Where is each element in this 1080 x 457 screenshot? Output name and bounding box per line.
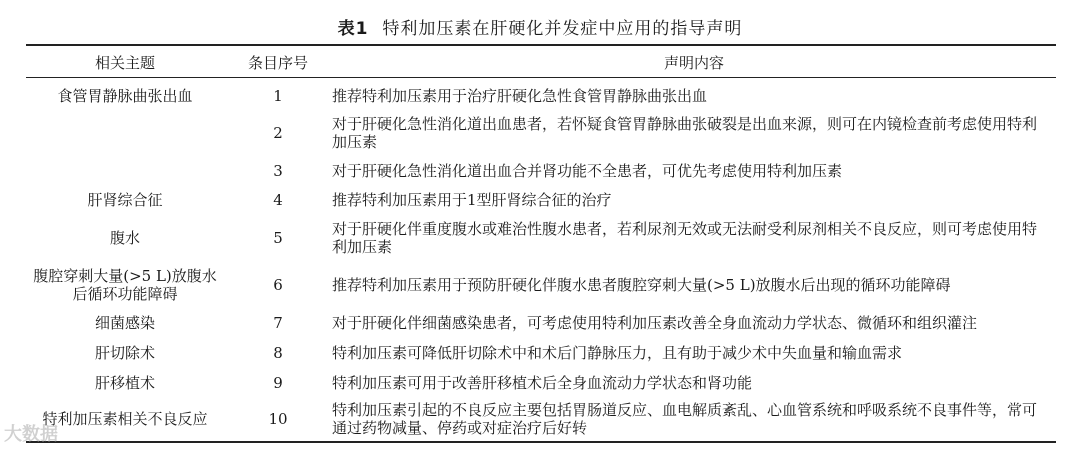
header-item-number: 条目序号 [247,54,308,72]
row-topic: 腹腔穿刺大量(>5 L)放腹水后循环功能障碍 [33,267,217,303]
row-number: 9 [273,374,283,392]
row-statement: 推荐特利加压素用于治疗肝硬化急性食管胃静脉曲张出血 [332,87,708,105]
table-row [26,110,1056,156]
row-number: 4 [273,191,283,209]
row-statement: 对于肝硬化伴细菌感染患者，可考虑使用特利加压素改善全身血流动力学状态、微循环和组织灌注 [332,314,978,332]
row-topic: 腹水 [109,229,140,247]
row-number: 8 [273,344,283,362]
row-number: 3 [273,162,283,180]
row-statement: 特利加压素可用于改善肝移植术后全身血流动力学状态和肾功能 [332,374,753,392]
table-row [26,368,1056,398]
table-title: 特利加压素在肝硬化并发症中应用的指导声明 [382,19,743,39]
table-row [26,186,1056,214]
row-topic: 细菌感染 [94,314,155,332]
row-statement: 特利加压素可降低肝切除术中和术后门静脉压力，且有助于减少术中失血量和输血需求 [332,344,903,362]
table-row [26,262,1056,308]
row-number: 7 [273,314,283,332]
table-row [26,398,1056,440]
row-statement: 特利加压素引起的不良反应主要包括胃肠道反应、血电解质紊乱、心血管系统和呼吸系统不良事件等，常可通过药物减量、停药或对症治疗后好转 [332,401,1038,437]
watermark: 大数据 [4,424,58,445]
row-topic: 肝切除术 [94,344,155,362]
row-number: 2 [273,124,283,142]
header-topic: 相关主题 [94,54,155,72]
table-row [26,82,1056,110]
row-topic [26,110,224,156]
row-number: 5 [273,229,283,247]
row-statement: 对于肝硬化急性消化道出血患者，若怀疑食管胃静脉曲张破裂是出血来源，则可在内镜检查前考虑使用特利加压素 [332,115,1038,151]
row-statement: 推荐特利加压素用于预防肝硬化伴腹水患者腹腔穿刺大量(>5 L)放腹水后出现的循环功能障碍 [332,276,951,294]
row-number: 6 [273,276,283,294]
row-statement: 对于肝硬化急性消化道出血合并肾功能不全患者，可优先考虑使用特利加压素 [332,162,843,180]
row-topic: 食管胃静脉曲张出血 [57,87,193,105]
table-row [26,338,1056,368]
row-number: 1 [273,87,283,105]
table-row [26,214,1056,262]
top-rule [26,44,1056,46]
table-header [26,47,1056,77]
row-topic: 肝肾综合征 [87,191,163,209]
row-topic: 肝移植术 [94,374,155,392]
row-topic [26,156,224,186]
row-statement: 对于肝硬化伴重度腹水或难治性腹水患者，若利尿剂无效或无法耐受利尿剂相关不良反应，则可考虑使用特利加压素 [332,220,1038,256]
header-statement: 声明内容 [663,54,724,72]
bottom-rule [26,441,1056,443]
row-statement: 推荐特利加压素用于1型肝肾综合征的治疗 [332,191,612,209]
table-caption [0,14,1080,39]
table-row [26,308,1056,338]
table-row [26,156,1056,186]
table-label: 表1 [337,19,369,39]
row-topic: 特利加压素相关不良反应 [42,410,208,428]
row-number: 10 [268,410,288,428]
header-rule [26,77,1056,78]
